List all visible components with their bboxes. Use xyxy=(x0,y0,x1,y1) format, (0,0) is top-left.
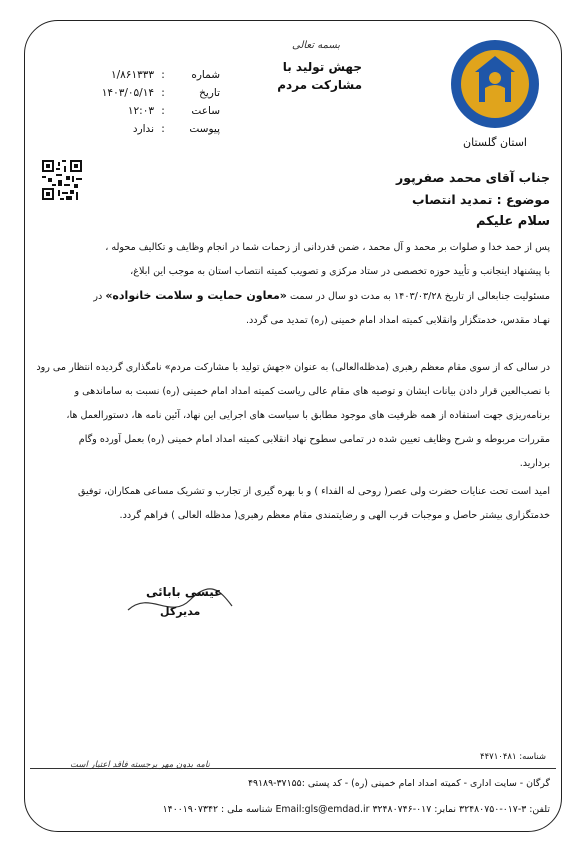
position-title: «معاون حمایت و سلامت خانواده» xyxy=(105,289,287,302)
meta-attachment: پیوست : ندارد xyxy=(132,123,220,135)
footer-divider xyxy=(30,768,556,769)
footer-contact: تلفن: ۳-۰۱۷-۳۲۴۸۰۷۵۰ نمابر: ۰۱۷-۳۲۴۸۰۷۴۶ Email:gls@emdad.ir شناسه ملی : ۱۴۰۰۱۹۰۷۳۴۲ xyxy=(162,804,550,815)
paragraph-line: پس از حمد خدا و صلوات بر محمد و آل محمد ، ضمن قدردانی از زحمات شما در انجام وظایف و تکالیف محوله ، xyxy=(105,242,550,253)
paragraph-1 xyxy=(36,236,550,333)
paragraph-line: با نصب‌العین قرار دادن بیانات ایشان و توصیه های مقام عالی ریاست کمیته امداد امام خمینی (ره) نسبت به ساماندهی و xyxy=(74,386,550,397)
paragraph-line: با پیشنهاد اینجانب و تأیید حوزه تخصصی در ستاد مرکزی و تصویب کمیته انتصاب استان به موجب این ابلاغ، xyxy=(130,266,550,277)
paragraph-3 xyxy=(36,480,550,528)
stamp-validity-note: نامه بدون مهر برجسته فاقد اعتبار است xyxy=(70,760,210,770)
letter-metadata xyxy=(70,66,220,138)
signer-name: عیسی بابائی xyxy=(146,585,223,599)
greeting: سلام علیکم xyxy=(476,214,550,229)
recipient: جناب آقای محمد صفرپور xyxy=(396,170,550,185)
signature-mark xyxy=(120,570,240,630)
paragraph-line: مسئولیت جنابعالی از تاریخ ۱۴۰۳/۰۳/۲۸ به مدت دو سال در سمت «معاون حمایت و سلامت خانواده» در xyxy=(93,289,550,302)
meta-date: تاریخ : ۱۴۰۳/۰۵/۱۴ xyxy=(101,87,220,99)
meta-number: شماره : ۱/۸۶۱۳۳۳ xyxy=(110,69,220,81)
basmala: بسمه تعالی xyxy=(292,40,341,51)
paragraph-line: مقررات مربوطه و شرح وظایف تعیین شده در تمامی سطوح نهاد انقلابی کمیته امداد امام خمینی (ره) بعمل آورده وگام xyxy=(78,434,550,445)
meta-time: ساعت : ۱۲:۰۳ xyxy=(127,105,220,117)
organization-logo xyxy=(440,38,550,149)
signer-title: مدیرکل xyxy=(160,605,201,618)
paragraph-2 xyxy=(36,356,550,476)
footer-address: گرگان - سایت اداری - کمیته امداد امام خمینی (ره) - کد پستی :۳۷۱۵۵-۴۹۱۸۹ xyxy=(247,778,550,789)
slogan-line-1: جهش تولید با xyxy=(282,60,362,74)
logo-caption: استان گلستان xyxy=(463,136,527,149)
paragraph-line: نهـاد مقدس، خدمتگزار وانقلابی کمیته امداد امام خمینی (ره) تمدید می گردد. xyxy=(245,315,550,326)
slogan-line-2: مشارکت مردم xyxy=(277,78,362,92)
qr-code-icon xyxy=(42,160,82,200)
paragraph-line: بردارید. xyxy=(519,458,550,469)
paragraph-line: در سالی که از سوی مقام معظم رهبری (مدظله‌العالی) به عنوان «جهش تولید با مشارکت مردم» نامگذاری گردیده انتظار می رود xyxy=(36,362,550,373)
paragraph-line: امید است تحت عنایات حضرت ولی عصر( روحی له الفداء ) و با بهره گیری از تجارب و تشریک مساعی همکاران، توفیق xyxy=(78,486,550,497)
paragraph-line: برنامه‌ریزی جهت استفاده از همه ظرفیت های موجود مطابق با سیاست های اجرایی این نهاد، آئین نامه ها، دستورالعمل ها، xyxy=(66,410,550,421)
year-slogan xyxy=(232,58,362,94)
paragraph-line: خدمتگزاری بیشتر حاصل و موجبات قرب الهی و رضایتمندی مقام معظم رهبری( مدظله العالی ) فراهم گردد. xyxy=(119,510,550,521)
emdad-logo-emblem xyxy=(449,38,541,130)
document-id: شناسه: ۴۴۷۱۰۴۸۱ xyxy=(480,752,547,762)
subject: موضوع : تمدید انتصاب xyxy=(412,192,550,207)
